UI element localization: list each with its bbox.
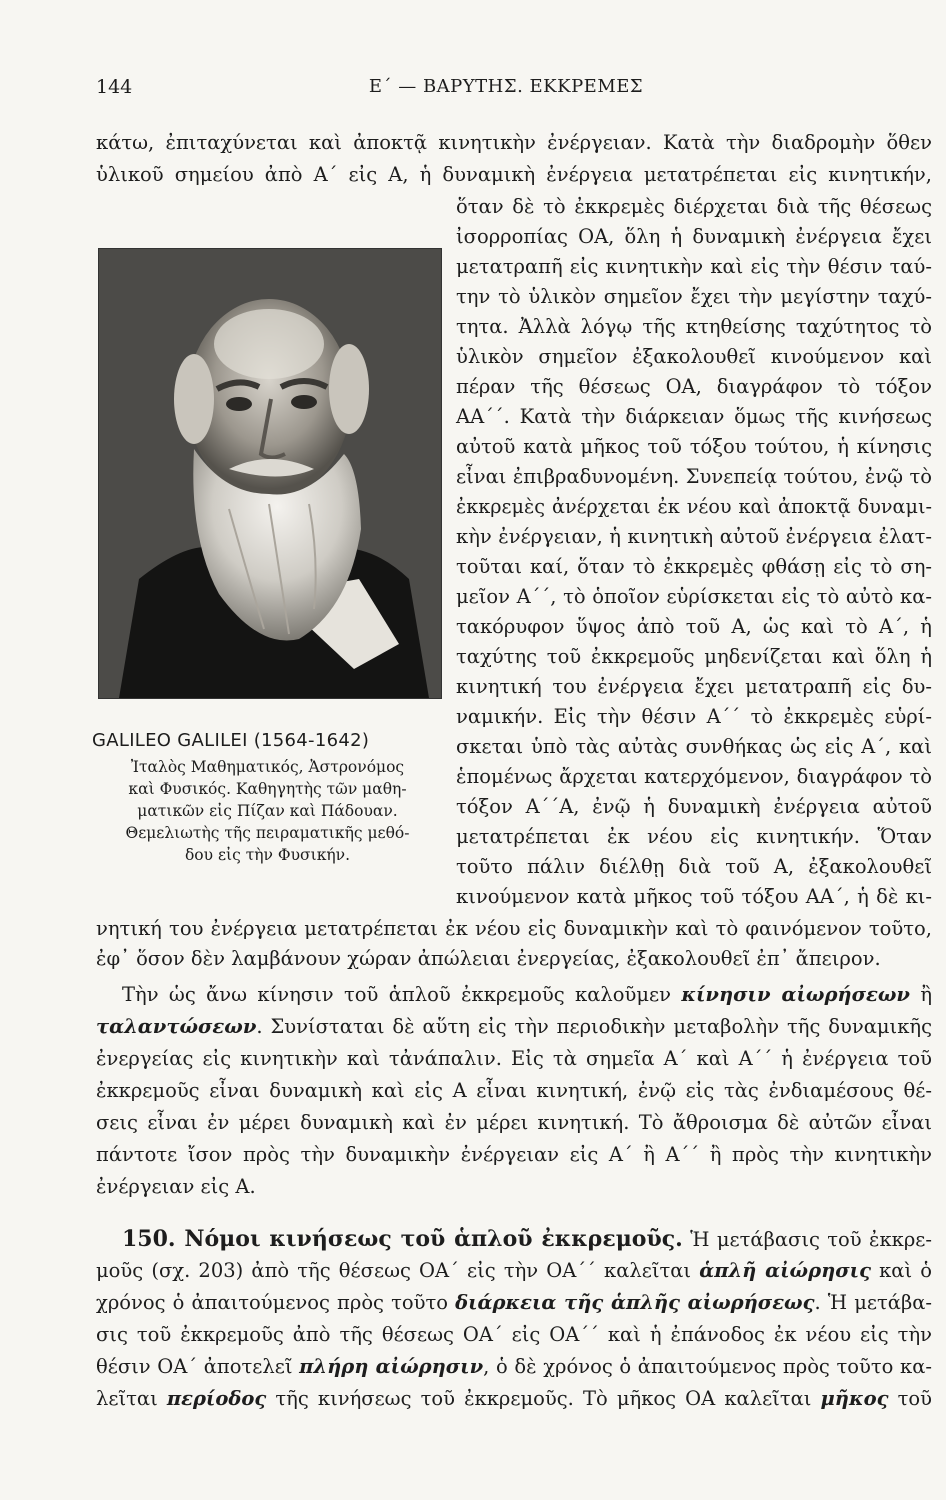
body-line: μετατραπῆ εἰς κινητικὴν καὶ εἰς τὴν θέσιν ταύ- (456, 255, 932, 278)
galileo-portrait (98, 248, 442, 699)
portrait-caption-line: Ἰταλὸς Μαθηματικός, Ἀστρονόμος (130, 758, 405, 776)
text-run: θέσιν ΟΑ΄ ἀποτελεῖ (96, 1355, 300, 1378)
term-emphasis: μῆκος (820, 1387, 889, 1410)
running-head: Ε΄ — ΒΑΡΥΤΗΣ. ΕΚΚΡΕΜΕΣ (368, 76, 644, 97)
portrait-drawing (99, 249, 441, 698)
body-line: ἐφ᾿ ὅσον δὲν λαμβάνουν χώραν ἀπώλειαι ἐνεργείας, ἐξακολουθεῖ ἐπ᾿ ἄπειρον. (96, 947, 881, 970)
body-line: τοῦται καί, ὅταν τὸ ἐκκρεμὲς φθάσῃ εἰς τὸ ση- (456, 555, 932, 578)
body-line: εἶναι ἐπιβραδυνομένη. Συνεπείᾳ τούτου, ἐνῷ τὸ (456, 465, 932, 488)
body-line: τοῦτο πάλιν διέλθῃ διὰ τοῦ Α, ἐξακολουθεῖ (456, 855, 932, 878)
body-line (96, 1288, 932, 1318)
body-line: σεις εἶναι ἐν μέρει δυναμικὴ καὶ ἐν μέρει κινητική. Τὸ ἄθροισμα δὲ αὐτῶν εἶναι (96, 1111, 932, 1134)
body-line: ἐνεργείας εἰς κινητικὴν καὶ τἀνάπαλιν. Εἰς τὰ σημεῖα Α΄ καὶ Α΄΄ ἡ ἐνέργεια τοῦ (96, 1047, 932, 1070)
body-line: σκεται ὑπὸ τὰς αὐτὰς συνθήκας ὡς εἰς Α΄, καὶ (456, 735, 932, 758)
body-line: ἐκκρεμοῦς εἶναι δυναμικὴ καὶ εἰς Α εἶναι κινητική, ἐνῷ εἰς τὰς ἐνδιαμέσους θέ- (96, 1079, 932, 1102)
body-line: νητική του ἐνέργεια μετατρέπεται ἐκ νέου εἰς δυναμικὴν καὶ τὸ φαινόμενον τοῦτο, (96, 917, 932, 940)
portrait-caption-line: δου εἰς τὴν Φυσικήν. (184, 846, 351, 864)
body-line (96, 1256, 932, 1286)
body-line: ὑλικοῦ σημείου ἀπὸ Α΄ εἰς Α, ἡ δυναμικὴ ἐνέργεια μετατρέπεται εἰς κινητικήν, (96, 163, 932, 186)
text-run: καὶ ὁ (870, 1259, 932, 1282)
term-emphasis: πλήρη αἰώρησιν (299, 1355, 484, 1378)
text-run: ἢ (909, 983, 933, 1006)
body-line: κινητική του ἐνέργεια ἔχει μετατραπῆ εἰς δυ- (456, 675, 932, 698)
body-line: πάντοτε ἴσον πρὸς τὴν δυναμικὴν ἐνέργειαν εἰς Α΄ ἢ Α΄΄ ἢ πρὸς τὴν κινητικὴν (96, 1143, 932, 1166)
text-run: Τὴν ὡς ἄνω κίνησιν τοῦ ἁπλοῦ ἐκκρεμοῦς καλοῦμεν (122, 983, 682, 1006)
portrait-caption-line: καὶ Φυσικός. Καθηγητὴς τῶν μαθη- (128, 780, 407, 798)
text-run: , ὁ δὲ χρόνος ὁ ἀπαιτούμενος πρὸς τοῦτο κα- (483, 1355, 933, 1378)
body-line (96, 1384, 932, 1414)
page-number: 144 (96, 76, 133, 98)
text-run: . Ἡ μετάβα- (814, 1291, 932, 1314)
page-header (96, 76, 916, 106)
term-emphasis: περίοδος (166, 1387, 267, 1410)
text-run: τοῦ (888, 1387, 932, 1410)
body-line: κὴν ἐνέργειαν, ἡ κινητικὴ αὐτοῦ ἐνέργεια ἐλατ- (456, 525, 932, 548)
text-run: μοῦς (σχ. 203) ἀπὸ τῆς θέσεως ΟΑ΄ εἰς τὴν ΟΑ΄΄ καλεῖται (96, 1259, 700, 1282)
body-line: ναμικήν. Εἰς τὴν θέσιν Α΄΄ τὸ ἐκκρεμὲς εὑρί- (456, 705, 932, 728)
text-run: Ἡ μετάβασις τοῦ ἐκκρε- (682, 1228, 932, 1251)
term-emphasis: ἁπλῆ αἰώρησις (699, 1259, 871, 1282)
portrait-caption-line: Θεμελιωτὴς τῆς πειραματικῆς μεθό- (125, 824, 410, 842)
term-emphasis: ταλαντώσεων (96, 1015, 257, 1038)
body-line: τόξον Α΄΄Α, ἐνῷ ἡ δυναμικὴ ἐνέργεια αὐτοῦ (456, 795, 932, 818)
body-line: ἑπομένως ἄρχεται κατερχόμενον, διαγράφον τὸ (456, 765, 932, 788)
body-line: την τὸ ὑλικὸν σημεῖον ἔχει τὴν μεγίστην ταχύ- (456, 285, 932, 308)
body-line: αὐτοῦ κατὰ μῆκος τοῦ τόξου τούτου, ἡ κίνησις (456, 435, 932, 458)
body-line: πέραν τῆς θέσεως ΟΑ, διαγράφον τὸ τόξον (456, 375, 932, 398)
body-line: κάτω, ἐπιταχύνεται καὶ ἀποκτᾷ κινητικὴν ἐνέργειαν. Κατὰ τὴν διαδρομὴν ὅθεν (96, 131, 932, 154)
body-line: ἰσορροπίας ΟΑ, ὅλη ἡ δυναμικὴ ἐνέργεια ἔχει (456, 225, 932, 248)
body-line (96, 1352, 932, 1382)
body-line: σις τοῦ ἐκκρεμοῦς ἀπὸ τῆς θέσεως ΟΑ΄ εἰς ΟΑ΄΄ καὶ ἡ ἐπάνοδος ἐκ νέου εἰς τὴν (96, 1323, 932, 1346)
body-line: μεῖον Α΄΄, τὸ ὁποῖον εὑρίσκεται εἰς τὸ αὐτὸ κα- (456, 585, 932, 608)
body-line (96, 1012, 932, 1042)
body-line: ἐνέργειαν εἰς Α. (96, 1175, 256, 1198)
text-run: τῆς κινήσεως τοῦ ἐκκρεμοῦς. Τὸ μῆκος ΟΑ καλεῖται (266, 1387, 821, 1410)
text-run: . Συνίσταται δὲ αὕτη εἰς τὴν περιοδικὴν μεταβολὴν τῆς δυναμικῆς (256, 1015, 932, 1038)
text-run: λεῖται (96, 1387, 167, 1410)
portrait-caption-line: ματικῶν εἰς Πίζαν καὶ Πάδουαν. (137, 802, 398, 820)
text-run: χρόνος ὁ ἀπαιτούμενος πρὸς τοῦτο (96, 1291, 456, 1314)
body-line: ταχύτης τοῦ ἐκκρεμοῦς μηδενίζεται καὶ ὅλη ἡ (456, 645, 932, 668)
section-heading-line (122, 1224, 932, 1255)
body-line: τακόρυφον ὕψος ἀπὸ τοῦ Α, ὡς καὶ τὸ Α΄, ἡ (456, 615, 932, 638)
portrait-caption-name: GALILEO GALILEI (1564-1642) (92, 730, 370, 751)
section-heading: 150. Νόμοι κινήσεως τοῦ ἁπλοῦ ἐκκρεμοῦς. (122, 1226, 683, 1252)
body-line: μετατρέπεται ἐκ νέου εἰς κινητικήν. Ὅταν (456, 825, 932, 848)
body-line: ἐκκρεμὲς ἀνέρχεται ἐκ νέου καὶ ἀποκτᾷ δυναμι- (456, 495, 932, 518)
term-emphasis: κίνησιν αἰωρήσεων (681, 983, 910, 1006)
body-line (122, 980, 932, 1010)
body-line: ΑΑ΄΄. Κατὰ τὴν διάρκειαν ὅμως τῆς κινήσεως (456, 405, 932, 428)
body-line: κινούμενον κατὰ μῆκος τοῦ τόξου ΑΑ΄, ἡ δὲ κι- (456, 885, 932, 908)
body-line: ὑλικὸν σημεῖον ἐξακολουθεῖ κινούμενον καὶ (456, 345, 932, 368)
term-emphasis: διάρκεια τῆς ἁπλῆς αἰωρήσεως (455, 1291, 815, 1314)
body-line: τητα. Ἀλλὰ λόγῳ τῆς κτηθείσης ταχύτητος τὸ (456, 315, 932, 338)
body-line: ὅταν δὲ τὸ ἐκκρεμὲς διέρχεται διὰ τῆς θέσεως (456, 195, 932, 218)
